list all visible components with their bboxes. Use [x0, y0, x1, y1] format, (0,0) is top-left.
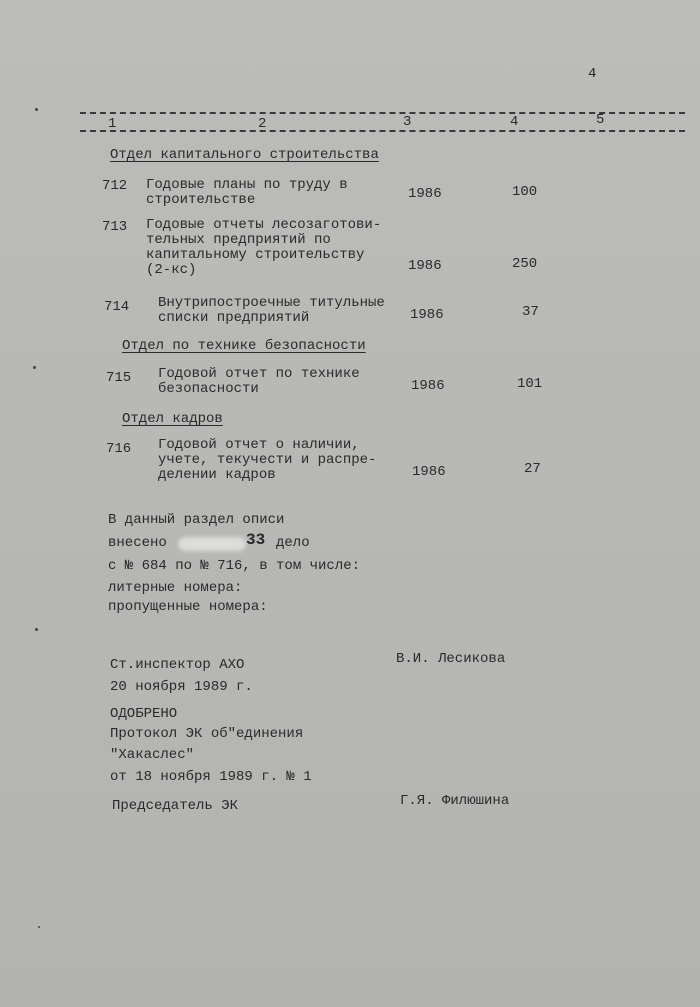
summary-line-2-prefix: внесено: [108, 535, 167, 551]
item-count: 250: [512, 256, 538, 272]
chairman-name: Г.Я. Филюшина: [400, 793, 510, 809]
approval-line-2: Протокол ЭК об"единения: [110, 726, 304, 742]
signer-position: Ст.инспектор АХО: [110, 657, 245, 673]
header-divider-top: [80, 112, 685, 114]
header-col-3: 3: [403, 114, 412, 130]
scan-speck: [38, 926, 40, 928]
approval-line-3: "Хакаслес": [110, 747, 195, 763]
item-number: 714: [104, 299, 130, 315]
summary-line-4: литерные номера:: [108, 580, 243, 596]
summary-line-2-suffix: дело: [276, 535, 310, 551]
item-title: Внутрипостроечные титульные списки предприятий: [158, 295, 385, 326]
item-title: Годовой отчет о наличии, учете, текучести и распре- делении кадров: [158, 437, 377, 483]
item-year: 1986: [412, 464, 446, 480]
item-count: 27: [524, 461, 541, 477]
item-title: Годовые планы по труду в строительстве: [146, 177, 348, 208]
item-title: Годовые отчеты лесозаготови- тельных предприятий по капитальному строительству (2-кс): [146, 217, 382, 278]
summary-line-3: с № 684 по № 716, в том числе:: [108, 558, 361, 574]
page-number: 4: [588, 66, 597, 82]
section-title: Отдел капитального строительства: [110, 147, 379, 163]
scan-speck: [33, 366, 36, 369]
summary-line-1: В данный раздел описи: [108, 512, 285, 528]
section-title: Отдел кадров: [122, 411, 223, 427]
item-year: 1986: [410, 307, 444, 323]
header-col-5: 5: [596, 112, 605, 128]
header-col-4: 4: [510, 114, 519, 130]
chairman-position: Председатель ЭК: [112, 798, 239, 814]
approval-heading: ОДОБРЕНО: [110, 706, 178, 722]
item-year: 1986: [408, 258, 442, 274]
item-count: 101: [517, 376, 543, 392]
header-col-1: 1: [108, 116, 117, 132]
item-number: 713: [102, 219, 128, 235]
scan-speck: [35, 628, 38, 631]
item-number: 716: [106, 441, 132, 457]
summary-line-5: пропущенные номера:: [108, 599, 268, 615]
item-count: 100: [512, 184, 538, 200]
item-title: Годовой отчет по технике безопасности: [158, 366, 360, 397]
header-col-2: 2: [258, 116, 267, 132]
item-year: 1986: [408, 186, 442, 202]
item-number: 712: [102, 178, 128, 194]
approval-line-4: от 18 ноября 1989 г. № 1: [110, 769, 312, 785]
scan-speck: [35, 108, 38, 111]
section-title: Отдел по технике безопасности: [122, 338, 366, 354]
summary-count: 33: [246, 531, 266, 549]
item-number: 715: [106, 370, 132, 386]
signer-name: В.И. Лесикова: [396, 651, 506, 667]
item-count: 37: [522, 304, 539, 320]
item-year: 1986: [411, 378, 445, 394]
header-divider-bottom: [80, 130, 685, 132]
redaction-mark: [178, 537, 246, 551]
signer-date: 20 ноября 1989 г.: [110, 679, 253, 695]
